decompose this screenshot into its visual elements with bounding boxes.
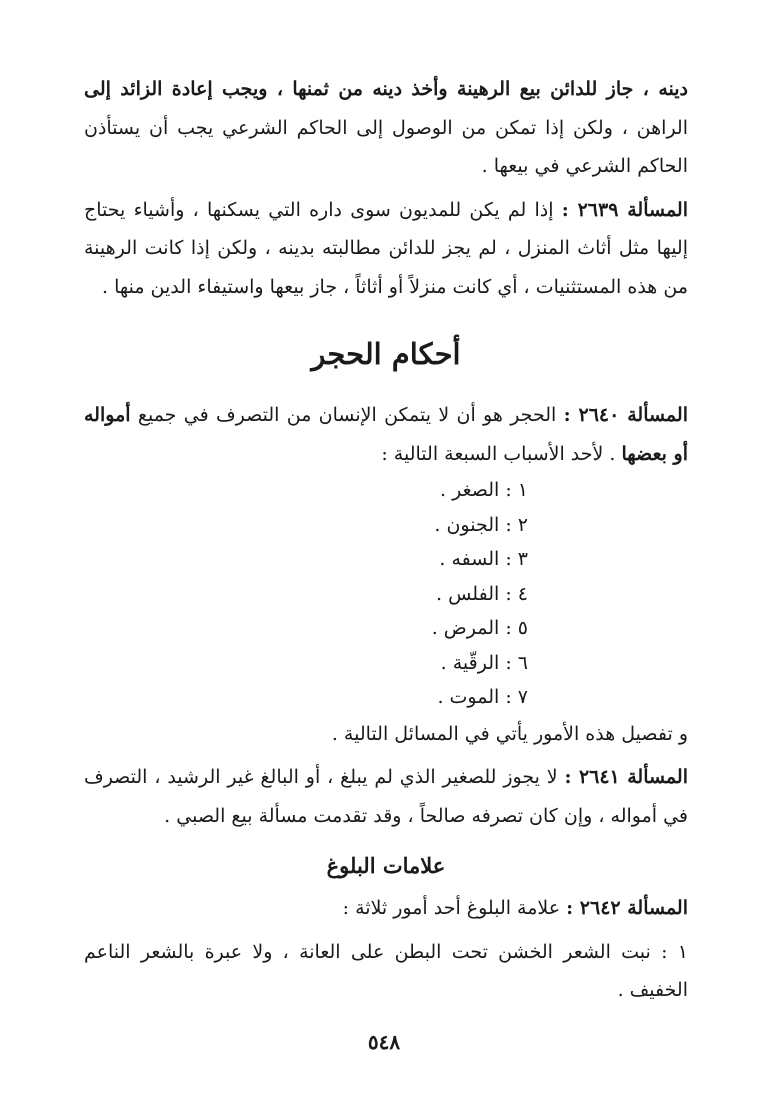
question-2639 — [84, 191, 688, 307]
list-item — [84, 542, 528, 577]
subsection-title: علامات البلوغ — [326, 853, 446, 878]
details-line: و تفصيل هذه الأمور يأتي في المسائل التالية . — [331, 722, 688, 745]
causes-list — [84, 473, 688, 715]
item-label: المرض . — [431, 617, 500, 639]
question-text-rest: . لأحد الأسباب السبعة التالية : — [381, 442, 622, 465]
continuation-line-2: الراهن ، ولكن إذا تمكن من الوصول إلى الحاكم الشرعي يجب أن يستأذن الحاكم — [84, 116, 688, 177]
item-number: ٧ : — [505, 686, 528, 708]
item-number: ٦ : — [505, 651, 528, 674]
item-label: الموت . — [437, 686, 500, 708]
question-text: لا يجوز للصغير الذي لم يبلغ ، أو البالغ غير الرشيد ، التصرف في أمواله ، وإن كان تصرفه صالحاً ، وقد تقدمت مسألة بيع الصبي . — [84, 766, 688, 827]
list-item — [84, 473, 528, 508]
item-number: ٥ : — [505, 617, 528, 639]
question-text: إذا لم يكن للمديون سوى داره التي يسكنها ، وأشياء يحتاج إليها مثل أثاث المنزل ، لم يجز للدائن مطالبته بدينه ، ولكن إذا كانت الرهينة من هذه المستثنيات ، أي كانت منزلاً أو أثاثاً ، جاز بيعها واستيفاء الدين منها . — [84, 198, 688, 298]
question-text: الحجر هو أن لا يتمكن الإنسان من التصرف في جميع — [137, 404, 564, 426]
list-item — [84, 508, 528, 543]
item-number: ٢ : — [505, 513, 528, 536]
question-label: المسألة ٢٦٤٢ : — [566, 897, 688, 919]
question-text: علامة البلوغ أحد أمور ثلاثة : — [342, 897, 567, 919]
section-title: أحكام الحجر — [311, 337, 461, 371]
list-item — [84, 680, 528, 715]
item-number: ٤ : — [505, 582, 528, 605]
question-2640 — [84, 396, 688, 473]
list-item — [84, 611, 528, 646]
item-label: الصغر . — [440, 479, 500, 501]
question-label: المسألة ٢٦٣٩ : — [561, 198, 688, 221]
puberty-sign-1: ١ : نبت الشعر الخشن تحت البطن على العانة ، ولا عبرة بالشعر الناعم الخفيف . — [84, 940, 688, 1001]
question-2642 — [84, 889, 688, 928]
item-number: ٣ : — [505, 548, 528, 570]
continuation-line-1: دينه ، جاز للدائن بيع الرهينة وأخذ دينه من ثمنها ، ويجب إعادة الزائد إلى — [84, 78, 688, 100]
continuation-line-3: الشرعي في بيعها . — [481, 155, 632, 177]
list-item — [84, 646, 528, 681]
item-label: الفلس . — [436, 582, 500, 605]
question-label: المسألة ٢٦٤١ : — [564, 766, 688, 788]
item-label: الجنون . — [434, 513, 500, 536]
list-item — [84, 577, 528, 612]
question-2641 — [84, 758, 688, 835]
item-label: السفه . — [439, 548, 500, 570]
question-label: المسألة ٢٦٤٠ : — [563, 404, 688, 426]
item-label: الرقّية . — [440, 651, 500, 674]
paragraph-continuation — [84, 70, 688, 186]
item-number: ١ : — [505, 479, 528, 501]
page-number: ٥٤٨ — [367, 1030, 401, 1054]
question-text-bold: أمواله أو بعضها — [84, 404, 688, 465]
